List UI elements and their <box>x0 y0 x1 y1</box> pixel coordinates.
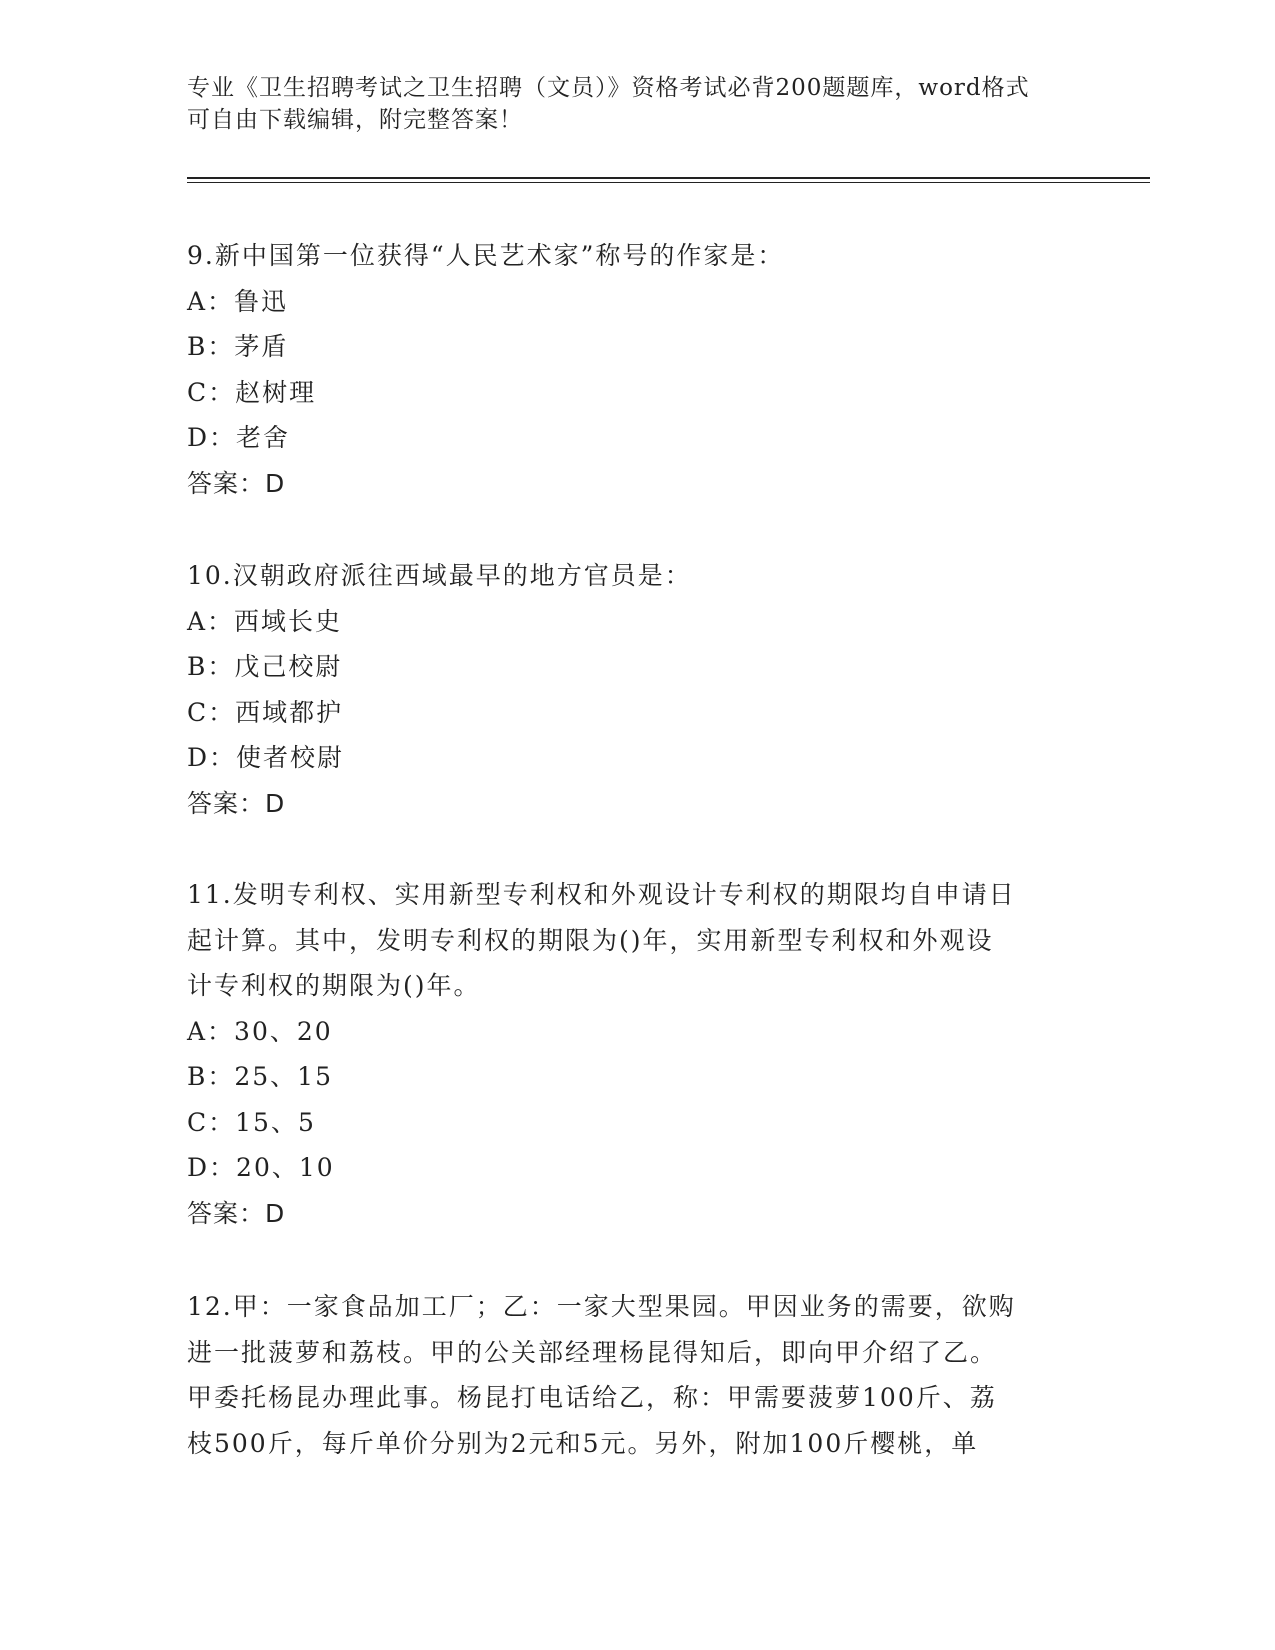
option-d: D：20、10 <box>187 1153 335 1182</box>
option-a: A：西域长史 <box>187 606 343 636</box>
question-stem-line-3: 计专利权的期限为()年。 <box>187 971 481 1000</box>
question-stem-line-2: 起计算。其中，发明专利权的期限为()年，实用新型专利权和外观设 <box>187 925 994 955</box>
question-stem-line-1: 12.甲：一家食品加工厂；乙：一家大型果园。甲因业务的需要，欲购 <box>187 1292 1016 1321</box>
question-stem-line-1: 11.发明专利权、实用新型专利权和外观设计专利权的期限均自申请日 <box>187 880 1016 909</box>
option-a: A：30、20 <box>187 1016 333 1046</box>
header-line-2: 可自由下载编辑，附完整答案！ <box>187 107 523 133</box>
document-header <box>187 72 1067 136</box>
option-d: D：老舍 <box>187 423 291 452</box>
answer-line: 答案：D <box>187 788 286 818</box>
answer-line: 答案：D <box>187 1198 286 1228</box>
question-stem: 9.新中国第一位获得“人民艺术家”称号的作家是： <box>187 241 785 270</box>
question-11 <box>187 872 1067 1236</box>
question-12 <box>187 1284 1067 1466</box>
answer-line: 答案：D <box>187 468 286 498</box>
option-b: B：茅盾 <box>187 332 289 361</box>
question-10 <box>187 553 1067 826</box>
option-b: B：25、15 <box>187 1062 333 1091</box>
header-divider <box>187 177 1150 179</box>
option-c: C：赵树理 <box>187 377 317 407</box>
option-b: B：戊己校尉 <box>187 652 343 681</box>
question-stem-line-4: 枝500斤，每斤单价分别为2元和5元。另外，附加100斤樱桃，单 <box>187 1428 979 1458</box>
option-c: C：西域都护 <box>187 697 344 727</box>
header-line-1: 专业《卫生招聘考试之卫生招聘（文员）》资格考试必背200题题库，word格式 <box>187 75 1030 101</box>
option-d: D：使者校尉 <box>187 743 345 772</box>
question-9 <box>187 233 1067 506</box>
question-stem: 10.汉朝政府派往西域最早的地方官员是： <box>187 561 692 590</box>
question-stem-line-2: 进一批菠萝和荔枝。甲的公关部经理杨昆得知后，即向甲介绍了乙。 <box>187 1337 998 1367</box>
option-a: A：鲁迅 <box>187 286 289 316</box>
header-divider-thin <box>187 182 1150 183</box>
option-c: C：15、5 <box>187 1107 316 1137</box>
question-stem-line-3: 甲委托杨昆办理此事。杨昆打电话给乙，称：甲需要菠萝100斤、荔 <box>187 1383 997 1412</box>
